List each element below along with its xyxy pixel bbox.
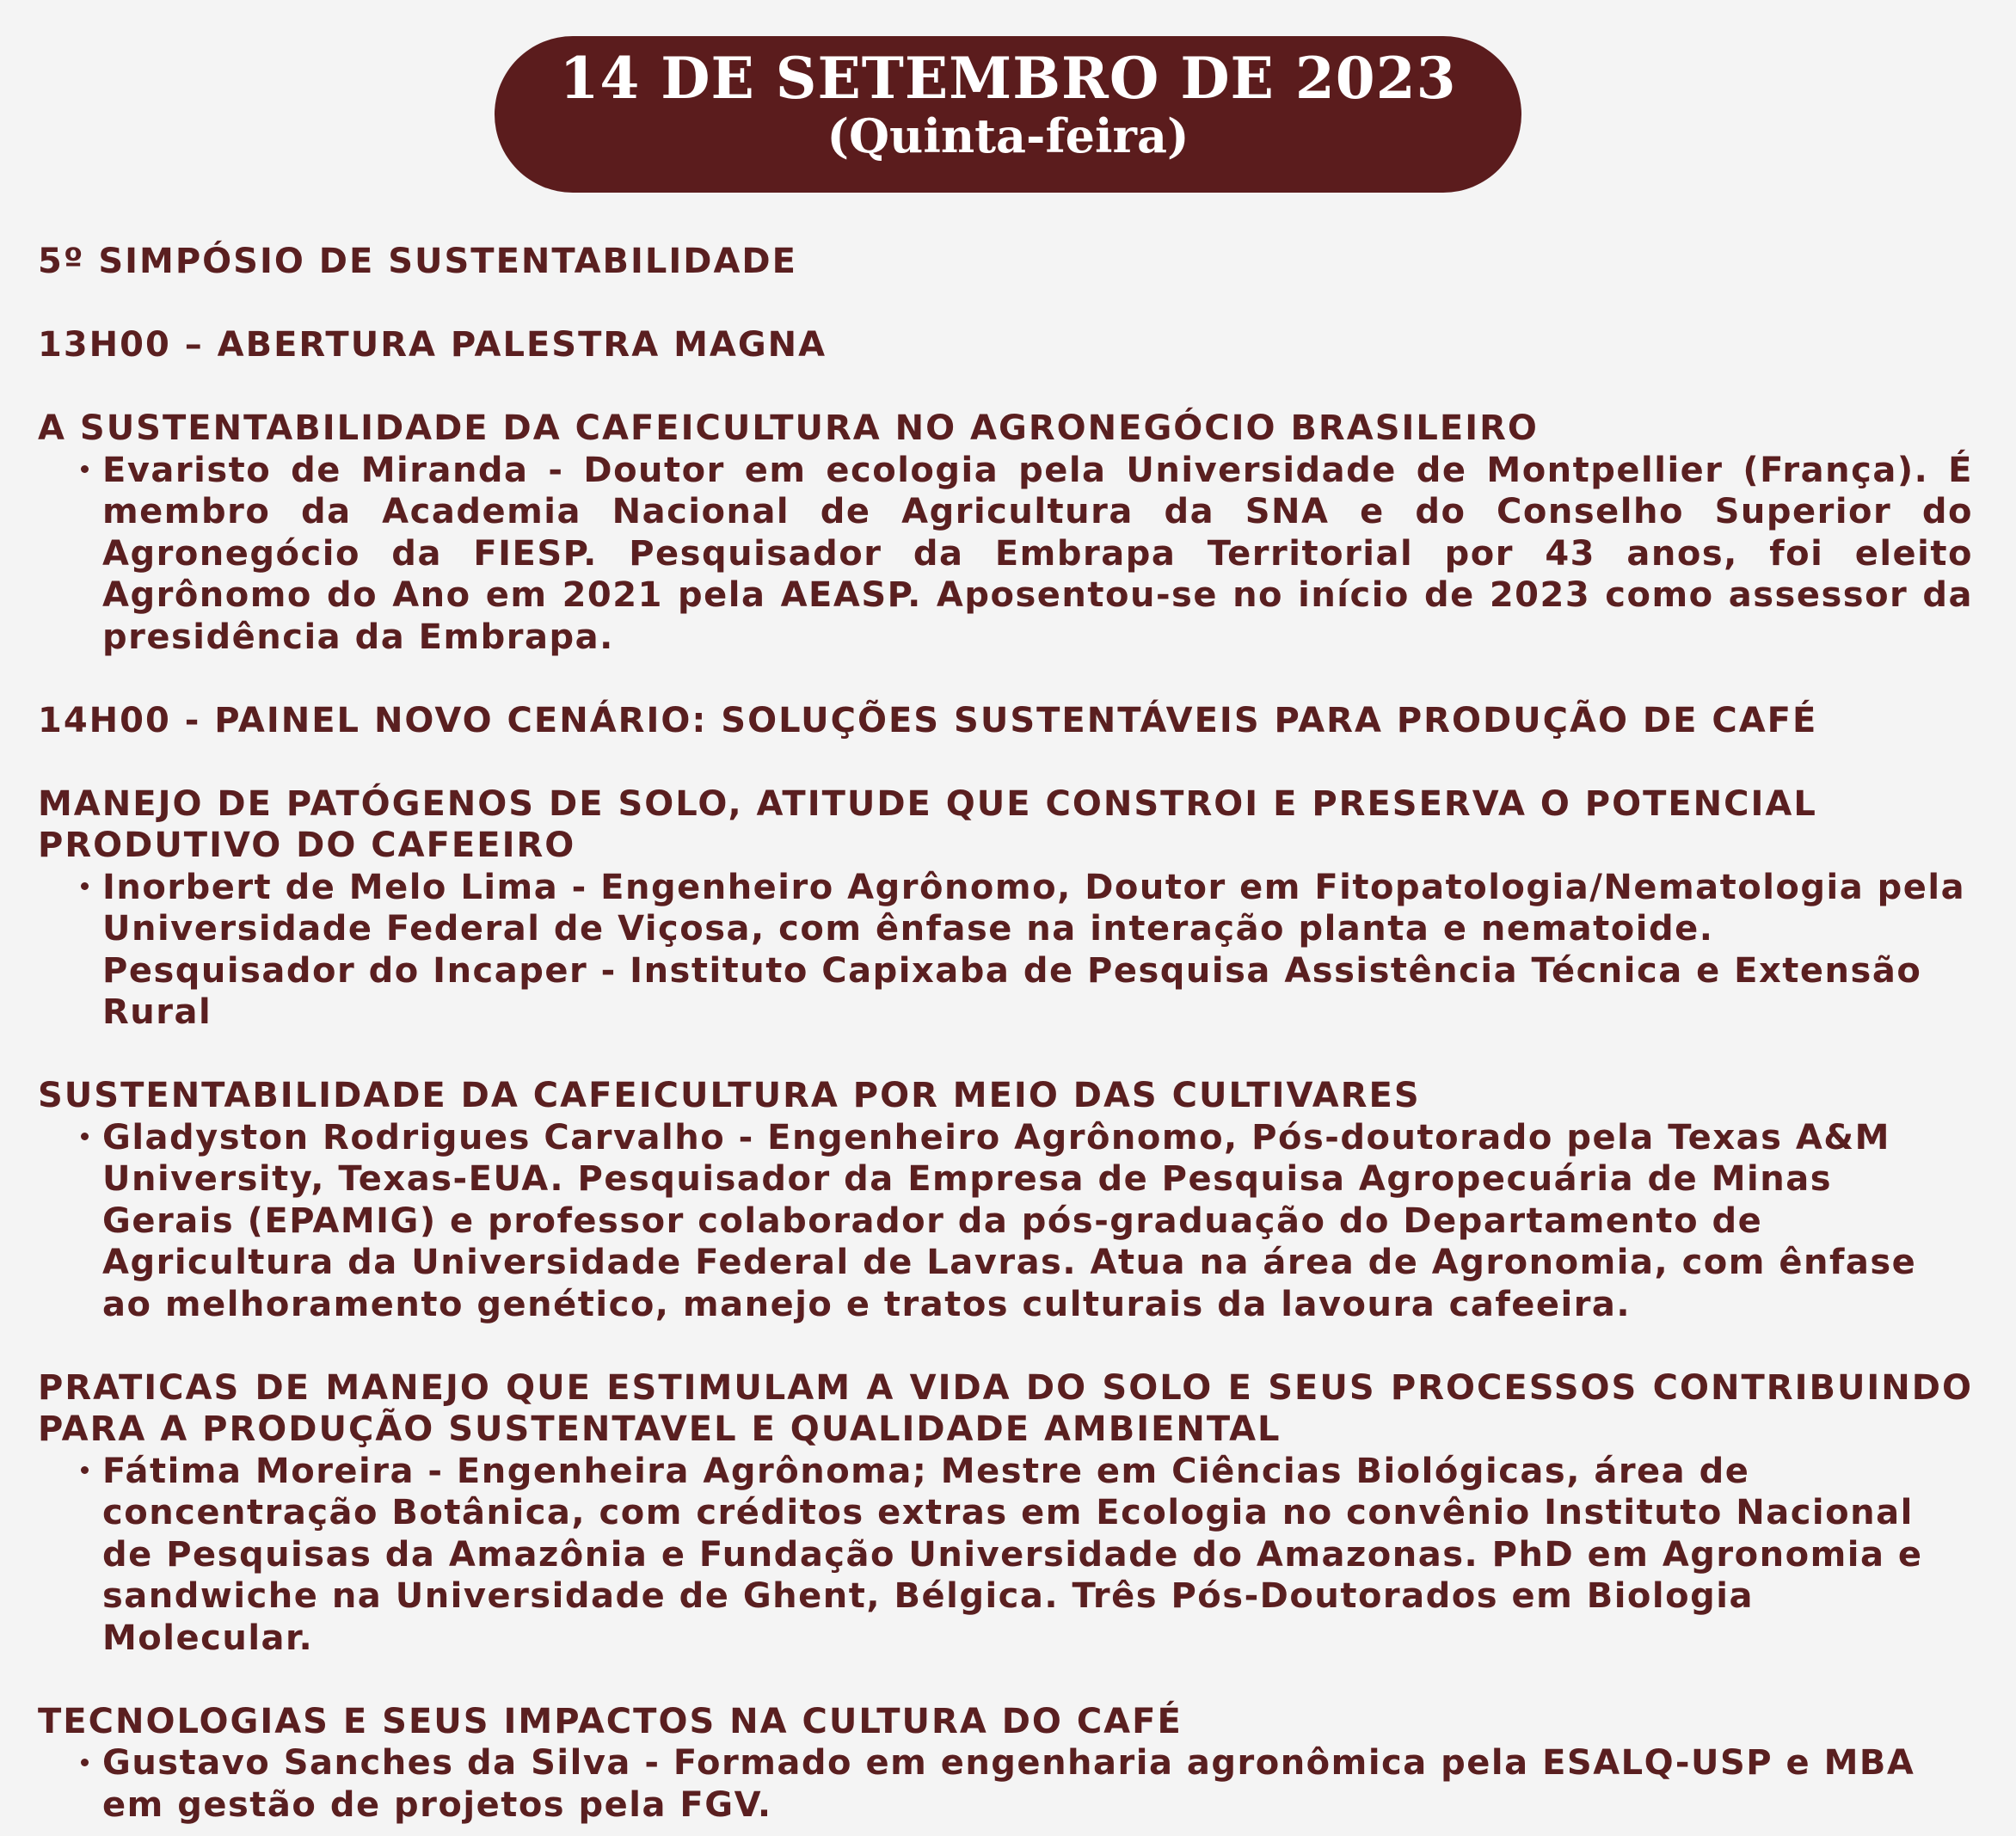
speaker-list [38, 1451, 1973, 1660]
bullet-icon [76, 450, 93, 492]
talk-title: TECNOLOGIAS E SEUS IMPACTOS NA CULTURA DO CAFÉ [38, 1701, 1183, 1741]
panel-title: 14H00 - PAINEL NOVO CENÁRIO: SOLUÇÕES SUSTENTÁVEIS PARA PRODUÇÃO DE CAFÉ [38, 700, 1818, 740]
opening-session-title: 13H00 – ABERTURA PALESTRA MAGNA [38, 325, 827, 365]
speaker-bio [38, 1117, 1973, 1326]
event-weekday: (Quinta-feira) [827, 108, 1189, 163]
bullet-icon [76, 1451, 93, 1493]
speaker-bio [38, 1742, 1973, 1826]
spacer [38, 658, 1973, 700]
speaker-bio-text: Gustavo Sanches da Silva - Formado em engenharia agronômica pela ESALQ-USP e MBA em gestão de projetos pela FGV. [102, 1743, 1915, 1825]
speaker-bio-text: Gladyston Rodrigues Carvalho - Engenheiro Agrônomo, Pós-doutorado pela Texas A&M University, Texas-EUA. Pesquisador da Empresa de Pesquisa Agropecuária de Minas Gerais (EPAMIG) e professor colaborador da pós-graduação do Departamento de Agricultura da Universidade Federal de Lavras. Atua na área de Agronomia, com ênfase ao melhoramento genético, manejo e tratos culturais da lavoura cafeeira. [102, 1117, 1917, 1324]
talk-title: PRATICAS DE MANEJO QUE ESTIMULAM A VIDA DO SOLO E SEUS PROCESSOS CONTRIBUINDO PARA A PRODUÇÃO SUSTENTAVEL E QUALIDADE AMBIENTAL [38, 1367, 1973, 1449]
date-banner [495, 36, 1521, 193]
speaker-list [38, 450, 1973, 659]
spacer [38, 1325, 1973, 1367]
bullet-icon [76, 1117, 93, 1159]
spacer [38, 1034, 1973, 1076]
spacer [38, 283, 1973, 325]
speaker-bio [38, 450, 1973, 659]
talk-title: SUSTENTABILIDADE DA CAFEICULTURA POR MEIO DAS CULTIVARES [38, 1076, 1421, 1115]
speaker-bio [38, 867, 1973, 1034]
speaker-bio-text: Inorbert de Melo Lima - Engenheiro Agrônomo, Doutor em Fitopatologia/Nematologia pela Universidade Federal de Viçosa, com ênfase na interação planta e nematoide. Pesquisador do Incaper - Instituto Capixaba de Pesquisa Assistência Técnica e Extensão Rural [102, 867, 1966, 1032]
speaker-bio-text: Fátima Moreira - Engenheira Agrônoma; Mestre em Ciências Biológicas, área de concentração Botânica, com créditos extras em Ecologia no convênio Instituto Nacional de Pesquisas da Amazônia e Fundação Universidade do Amazonas. PhD em Agronomia e sandwiche na Universidade de Ghent, Bélgica. Três Pós-Doutorados em Biologia Molecular. [102, 1451, 1923, 1658]
event-date: 14 DE SETEMBRO DE 2023 [559, 45, 1457, 112]
bullet-icon [76, 1742, 93, 1784]
talk-title: MANEJO DE PATÓGENOS DE SOLO, ATITUDE QUE CONSTROI E PRESERVA O POTENCIAL PRODUTIVO DO CAFEEIRO [38, 783, 1817, 865]
talk-title: A SUSTENTABILIDADE DA CAFEICULTURA NO AGRONEGÓCIO BRASILEIRO [38, 408, 1539, 448]
program-content [38, 241, 1973, 1826]
spacer [38, 1659, 1973, 1701]
spacer [38, 366, 1973, 408]
speaker-bio-text: Evaristo de Miranda - Doutor em ecologia pela Universidade de Montpellier (França). É membro da Academia Nacional de Agricultura da SNA e do Conselho Superior do Agronegócio da FIESP. Pesquisador da Embrapa Territorial por 43 anos, foi eleito Agrônomo do Ano em 2021 pela AEASP. Aposentou-se no início de 2023 como assessor da presidência da Embrapa. [102, 450, 1973, 657]
spacer [38, 741, 1973, 783]
speaker-list [38, 1742, 1973, 1826]
speaker-list [38, 1117, 1973, 1326]
event-title: 5º SIMPÓSIO DE SUSTENTABILIDADE [38, 242, 797, 281]
speaker-bio [38, 1451, 1973, 1660]
bullet-icon [76, 867, 93, 909]
speaker-list [38, 867, 1973, 1034]
